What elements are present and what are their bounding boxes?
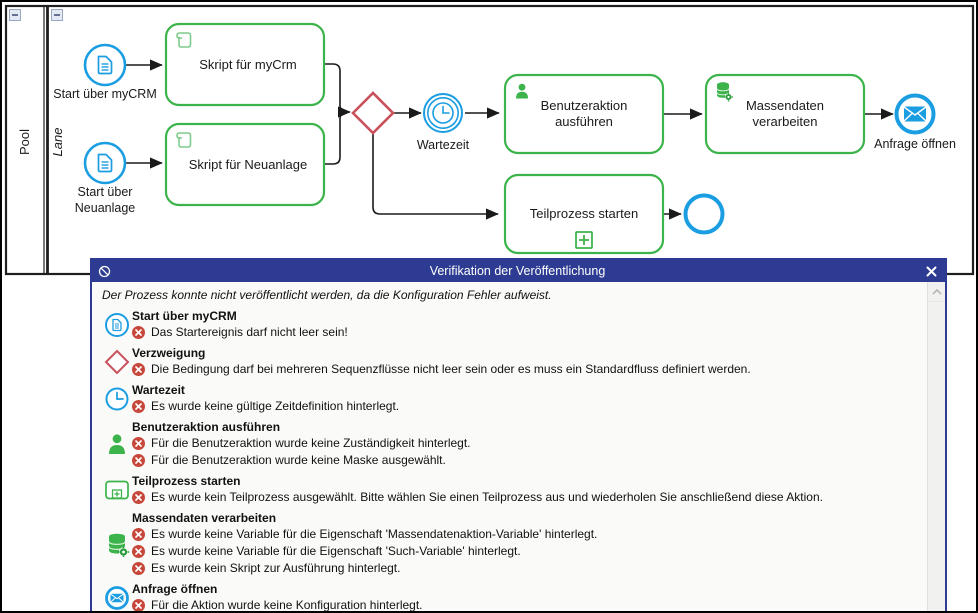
error-item [132,361,919,378]
bulk-data-icon [102,531,132,557]
error-icon [132,400,145,413]
subprocess-task-teilprozess[interactable] [505,175,663,253]
error-item [132,489,919,506]
message-end-label: Anfrage öffnen [874,137,956,151]
script-task-mycrm[interactable] [166,24,324,105]
script-task-neuanlage-label: Skript für Neuanlage [188,157,308,172]
close-button[interactable] [923,263,939,279]
user-task-label1: Benutzeraktion [540,98,628,113]
error-text: Die Bedingung darf bei mehreren Sequenzflüsse nicht leer sein oder es muss ein Standardfluss definiert werden. [151,362,751,376]
error-section-timer [102,382,919,415]
section-heading: Teilprozess starten [132,474,241,488]
subprocess-icon [102,477,132,503]
error-section-bulkdata [102,510,919,577]
dialog-titlebar[interactable] [92,260,945,282]
error-text: Es wurde kein Skript zur Ausführung hinterlegt. [151,561,401,575]
bulk-data-label2: verarbeiten [752,114,818,129]
user-task-label2: ausführen [555,114,613,129]
error-item [132,324,919,341]
error-item [132,543,919,560]
script-task-neuanlage[interactable] [166,124,324,205]
start-event-mycrm-label: Start über myCRM [53,87,157,101]
error-item [132,435,919,452]
user-task-benutzeraktion[interactable] [505,75,663,153]
timer-icon [102,386,132,412]
section-heading: Start über myCRM [132,309,237,323]
bpmn-diagram [2,2,976,282]
end-event[interactable] [686,196,723,233]
intro-text: Der Prozess konnte nicht veröffentlicht werden, da die Konfiguration Fehler aufweist. [102,288,552,302]
error-text: Es wurde kein Teilprozess ausgewählt. Bitte wählen Sie einen Teilprozess aus und wiederholen Sie anschließend diese Aktion. [151,490,823,504]
subprocess-plus-icon [576,232,592,248]
subprocess-label: Teilprozess starten [529,206,639,221]
user-task-icon [102,431,132,457]
error-text: Es wurde keine Variable für die Eigenschaft 'Such-Variable' hinterlegt. [151,544,521,558]
dialog-body [92,282,945,613]
document-icon [99,155,112,172]
error-item [132,452,919,469]
error-icon [132,437,145,450]
error-item [132,560,919,577]
gateway-icon [102,349,132,375]
error-text: Es wurde keine gültige Zeitdefinition hinterlegt. [151,399,400,413]
error-section-msgend [102,581,919,613]
scroll-up-button[interactable] [928,282,945,302]
start-event-icon [102,312,132,338]
error-icon [132,491,145,504]
bulk-data-label1: Massendaten [745,98,825,113]
script-task-mycrm-label: Skript für myCrm [199,57,297,72]
error-item [132,526,919,543]
verification-dialog [90,258,947,613]
error-text: Für die Benutzeraktion wurde keine Maske ausgewählt. [151,453,446,467]
error-icon [132,599,145,612]
error-text: Für die Benutzeraktion wurde keine Zuständigkeit hinterlegt. [151,436,471,450]
error-section-start [102,308,919,341]
lane-label: Lane [50,127,65,157]
error-section-usertask [102,419,919,469]
error-icon [132,326,145,339]
scrollbar[interactable] [927,282,945,613]
error-icon [132,545,145,558]
error-item [132,398,919,415]
timer-event-label: Wartezeit [416,138,470,152]
start-event-neuanlage-label1: Start über [77,185,133,199]
bulk-data-task-massendaten[interactable] [706,75,864,153]
error-text: Für die Aktion wurde keine Konfiguration hinterlegt. [151,598,423,612]
error-icon [132,528,145,541]
error-text: Das Startereignis darf nicht leer sein! [151,325,348,339]
section-heading: Wartezeit [132,383,185,397]
error-icon [132,562,145,575]
section-heading: Anfrage öffnen [132,582,218,596]
error-text: Es wurde keine Variable für die Eigenschaft 'Massendatenaktion-Variable' hinterlegt. [151,527,598,541]
envelope-icon [904,107,926,122]
error-section-subprocess [102,473,919,506]
section-heading: Benutzeraktion ausführen [132,420,281,434]
error-section-gateway [102,345,919,378]
document-icon [99,57,112,74]
clock-icon [433,103,453,123]
lane-collapse-button[interactable] [52,10,63,21]
section-heading: Verzweigung [132,346,206,360]
error-icon [132,454,145,467]
error-icon [132,363,145,376]
chevron-up-icon [932,289,942,295]
pool-label: Pool [17,128,32,156]
message-end-icon [102,585,132,611]
section-heading: Massendaten verarbeiten [132,511,277,525]
prohibition-icon [98,264,112,278]
error-item [132,597,919,613]
start-event-neuanlage-label2: Neuanlage [74,201,136,215]
pool-collapse-button[interactable] [10,10,21,21]
dialog-title: Verifikation der Veröffentlichung [429,264,606,278]
